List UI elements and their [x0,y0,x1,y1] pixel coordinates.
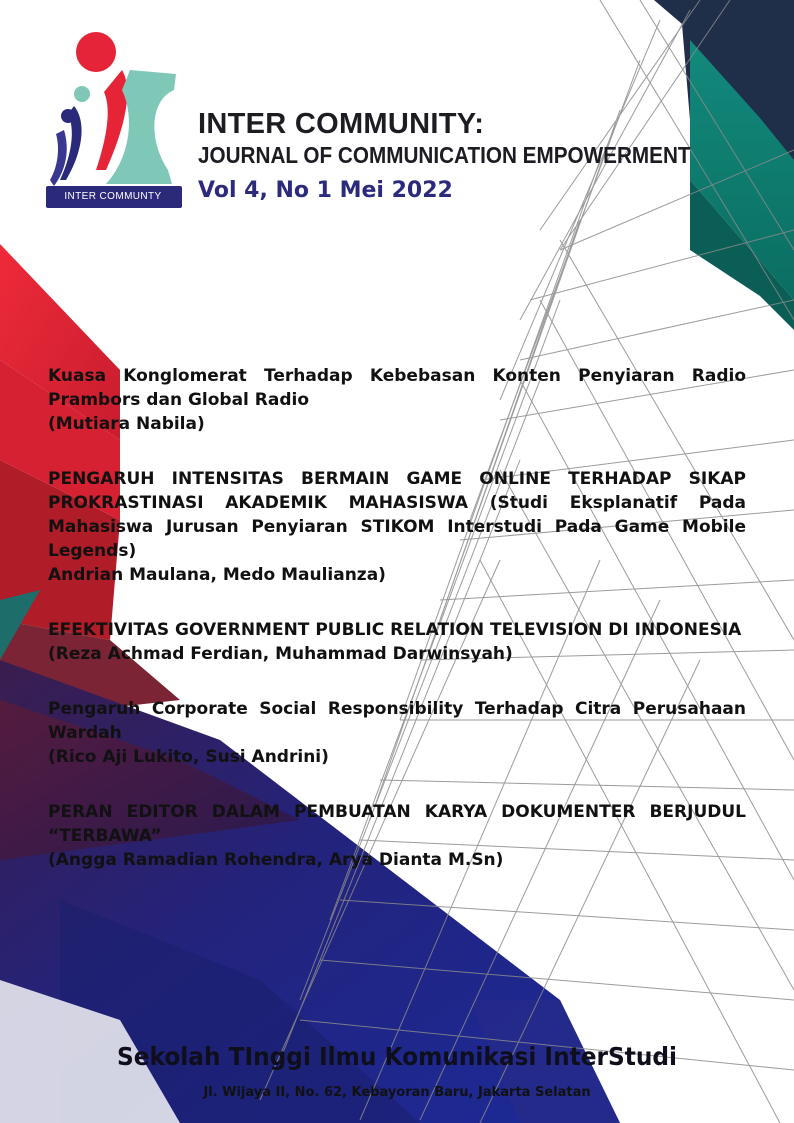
journal-subtitle: JOURNAL OF COMMUNICATION EMPOWERMENT [198,142,691,168]
article-title: Kuasa Konglomerat Terhadap Kebebasan Konten Penyiaran Radio Prambors dan Global Radio [48,366,746,410]
institution-address: Jl. Wijaya II, No. 62, Kebayoran Baru, Jakarta Selatan [203,1085,591,1100]
cover-header [0,0,794,230]
article-list [48,364,746,903]
article-entry [48,467,746,587]
inter-community-logo [44,30,184,212]
article-entry [48,364,746,436]
article-title: Pengaruh Corporate Social Responsibility Terhadap Citra Perusahaan Wardah [48,699,746,743]
journal-name: INTER COMMUNITY: [198,108,485,140]
article-authors: (Rico Aji Lukito, Susi Andrini) [48,747,329,767]
article-authors: (Reza Achmad Ferdian, Muhammad Darwinsyah) [48,644,513,664]
issue-info: Vol 4, No 1 Mei 2022 [198,178,453,203]
institution-name: Sekolah TInggi Ilmu Komunikasi InterStudi [116,1042,678,1071]
article-title: PERAN EDITOR DALAM PEMBUATAN KARYA DOKUMENTER BERJUDUL “TERBAWA” [48,802,746,846]
article-authors: (Angga Ramadian Rohendra, Arya Dianta M.Sn) [48,850,504,870]
article-entry [48,618,746,666]
logo-label: INTER COMMUNTY [64,191,162,202]
article-entry [48,697,746,769]
article-authors: Andrian Maulana, Medo Maulianza) [48,565,386,585]
article-title: PENGARUH INTENSITAS BERMAIN GAME ONLINE TERHADAP SIKAP PROKRASTINASI AKADEMIK MAHASISWA (Studi Eksplanatif Pada Mahasiswa Jurusan Penyiaran STIKOM Interstudi Pada Game Mobile Legends) [48,469,746,561]
article-entry [48,800,746,872]
article-title: EFEKTIVITAS GOVERNMENT PUBLIC RELATION TELEVISION DI INDONESIA [48,620,742,640]
article-authors: (Mutiara Nabila) [48,414,205,434]
